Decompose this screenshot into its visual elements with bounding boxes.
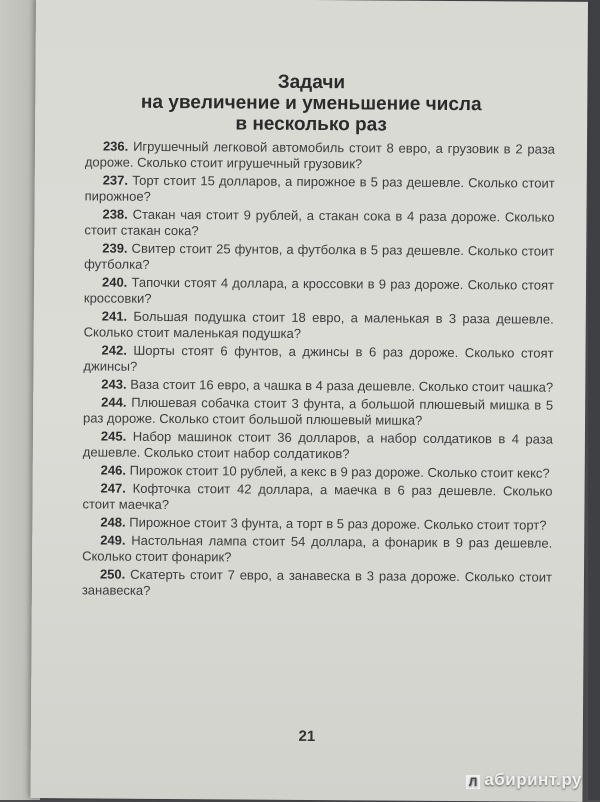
problem-238 [84,206,554,241]
problem-242 [83,342,553,377]
problem-236 [85,138,555,173]
title-line-1: Задачи [277,71,346,94]
problem-number: 240. [101,274,128,290]
problem-text: Свитер стоит 25 фунтов, а футболка в 5 раз дешевле. Сколько стоит футболка? [84,240,555,272]
problem-number: 250. [99,566,126,582]
problem-text: Настольная лампа стоит 54 доллара, а фонарик в 9 раз дешевле. Сколько стоит фонарик? [82,532,553,565]
page-title [35,70,587,137]
problem-240 [84,274,554,309]
problem-text: Скатерть стоит 7 евро, а занавеска в 3 раза дороже. Сколько стоит занавеска? [81,566,553,598]
problem-241 [84,308,554,343]
problem-number: 239. [102,240,128,256]
title-line-3: в несколько раз [235,113,387,136]
book-page [30,0,588,802]
problem-number: 237. [102,172,129,188]
problem-247 [82,480,552,515]
problem-237 [85,172,555,207]
problem-245 [83,428,553,463]
problem-list [82,138,555,603]
labirint-logo-icon: Л [466,775,480,789]
page-number: 21 [298,727,316,746]
background-right [588,0,600,800]
problem-243 [83,376,553,395]
problem-239 [84,240,554,275]
watermark-logo [466,770,582,790]
problem-number: 238. [102,206,128,222]
problem-number: 248. [100,514,126,530]
problem-number: 243. [101,376,127,392]
problem-text: Ваза стоит 16 евро, а чашка в 4 раза дешевле. Сколько стоит чашка? [130,376,554,395]
problem-244 [83,394,553,429]
problem-text: Пирожок стоит 10 рублей, а кекс в 9 раз дороже. Сколько стоит кекс? [129,462,550,481]
problem-number: 249. [100,532,126,548]
title-line-2: на увеличение и уменьшение числа [140,91,482,116]
problem-number: 245. [100,428,127,444]
problem-number: 236. [102,138,129,154]
problem-248 [82,514,552,533]
problem-250 [82,566,552,601]
problem-text: Торт стоит 15 долларов, а пирожное в 5 раз дешевле. Сколько стоит пирожное? [84,172,555,204]
problem-text: Большая подушка стоит 18 евро, а маленькая в 3 раза дешевле. Сколько стоит маленькая подушка? [83,308,554,341]
problem-text: Шорты стоят 6 фунтов, а джинсы в 6 раз дороже. Сколько стоят джинсы? [83,342,554,374]
problem-text: Игрушечный легковой автомобиль стоит 8 евро, а грузовик в 2 раза дороже. Сколько стоит игрушечный грузовик? [84,138,556,172]
problem-number: 247. [100,480,126,496]
problem-246 [83,462,553,481]
problem-number: 242. [101,342,127,358]
problem-number: 244. [101,394,127,410]
watermark-text: абиринт.ру [484,770,582,789]
problem-text: Пирожное стоит 3 фунта, а торт в 5 раз дороже. Сколько стоит торт? [129,514,547,533]
problem-text: Стакан чая стоит 9 рублей, а стакан сока в 4 раза дороже. Сколько стоит стакан сока? [84,206,555,239]
problem-number: 246. [100,462,127,478]
problem-text: Набор машинок стоит 36 долларов, а набор солдатиков в 4 раза дешевле. Сколько стоит набор солдатиков? [82,428,554,462]
problem-text: Плюшевая собачка стоит 3 фунта, а большой плюшевый мишка в 5 раз дороже. Сколько стоит большой плюшевый мишка? [83,394,554,428]
problem-text: Тапочки стоят 4 доллара, а кроссовки в 9 раз дороже. Сколько стоят кроссовки? [83,274,555,306]
problem-number: 241. [101,308,128,324]
problem-text: Кофточка стоит 42 доллара, а маечка в 6 раз дешевле. Сколько стоит маечка? [82,480,553,513]
problem-249 [82,532,552,567]
